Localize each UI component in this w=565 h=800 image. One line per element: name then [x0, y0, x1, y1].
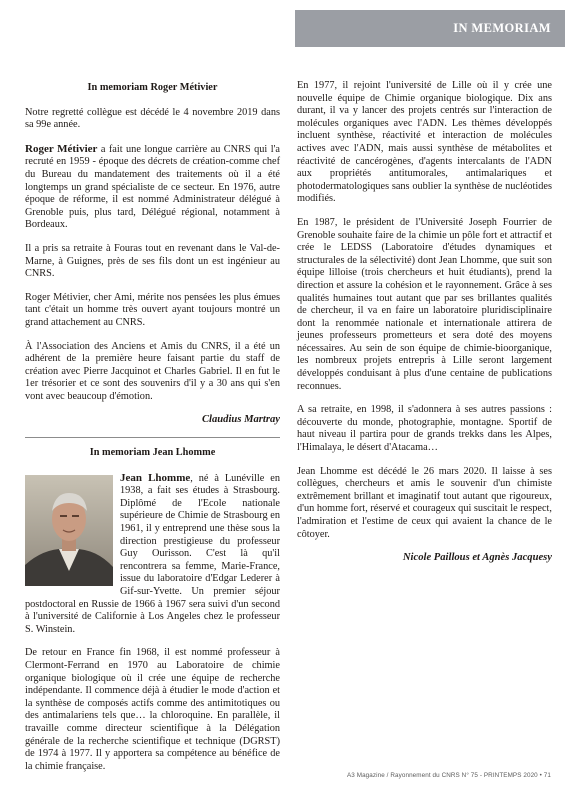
paragraph: À l'Association des Anciens et Amis du CNRS, il a été un adhérent de la première heure faisant partie du staff de création avec Pierre Jacquinot et Charles Gabriel. Il en fut le 1er trésorier et ce sont des souvenirs d'il y a 30 ans qui s'en vont avec beaucoup d'émotion. — [25, 340, 280, 402]
paragraph: De retour en France fin 1968, il est nommé professeur à Clermont-Ferrand en 1970 au Laboratoire de chimie organique biologique où il crée une équipe de recherche indépendante. Il commence déjà à étudier le mode d'action et la synthèse de composés actifs comme des antimitotiques ou des antimalariens tels que… la chloroquine. En parallèle, il travaille comme directeur scientifique à la Délégation générale de la recherche scientifique et technique (DGRST) de 1974 à 1977. Il y apportera sa compétence au bénéfice de la chimie française. — [25, 647, 280, 772]
paragraph-text: , né à Lunéville en 1938, a fait ses études à Strasbourg. Diplômé de l'Ecole nationale supérieure de Chimie de Strasbourg en 1961, il y entreprend une thèse sous la direction prestigieuse du professeur Guy Ourisson. C'est là qu'il rencontrera sa femme, Marie-France, issue du laboratoire d'Edgar Lederer à Gif-sur-Yvette. Un premier séjour postdoctoral en Russie de 1966 à 1967 sera suivi d'un second à l'université de Californie à Los Angeles chez le professeur S. Winstein. — [25, 472, 280, 635]
paragraph: Il a pris sa retraite à Fouras tout en revenant dans le Val-de-Marne, à Guignes, près de ses fils dont un est ingénieur au CNRS. — [25, 242, 280, 280]
portrait-photo — [25, 475, 113, 586]
paragraph: A sa retraite, en 1998, il s'adonnera à ses autres passions : découverte du monde, photographie, montagne. Sportif de haut niveau il partira pour de grands trekks dans les Alpes, l'Himalaya, le désert d'Atacama… — [297, 404, 552, 454]
paragraph: En 1987, le président de l'Université Joseph Fourrier de Grenoble souhaite faire de la chimie un pôle fort et attractif et crée le LEDSS (Laboratoire d'études dynamiques et structurales de la sélectivité) dont Jean Lhomme, que suit son équipe lilloise (trois chercheurs et huit étudiants), prend la direction et assure la cohésion et le rayonnement. Grâce à ses qualités humaines tout autant que par ses brillantes qualités de chercheur, il va en faire un laboratoire pluridisciplinaire dont la renommée nationale et internationale attirera de jeunes professeurs prometteurs et sera doté des moyens nécessaires. Au sein de son équipe de chimie-bioorganique, les nombreux projets entrepris à Lille seront largement développés conduisant à plus d'une centaine de publications reconnues. — [297, 216, 552, 392]
paragraph: Notre regretté collègue est décédé le 4 novembre 2019 dans sa 99e année. — [25, 106, 280, 131]
divider — [25, 437, 280, 438]
person-name: Jean Lhomme — [120, 471, 191, 484]
paragraph — [25, 143, 280, 232]
right-column — [297, 80, 552, 565]
article-title-metivier: In memoriam Roger Métivier — [87, 82, 218, 93]
section-header-tab — [295, 10, 565, 47]
page-footer: A3 Magazine / Rayonnement du CNRS N° 75 - PRINTEMPS 2020 • 71 — [346, 772, 551, 779]
paragraph-text: a fait une longue carrière au CNRS qui l'a recruté en 1959 - époque des décrets de création-comme chef du Bureau du mandatement des traitements où il a été longtemps un grand spécialiste de ce secteur. En 1976, autre époque de réforme, il est nommé Administrateur délégué à Grenoble puis, plus tard, Délégué régional, notamment à Bordeaux. — [25, 143, 280, 231]
portrait-image — [25, 475, 113, 586]
signature: Nicole Paillous et Agnès Jacquesy — [402, 552, 552, 564]
section-title: IN MEMORIAM — [453, 21, 551, 35]
article-title-lhomme: In memoriam Jean Lhomme — [89, 447, 216, 459]
left-column — [25, 82, 280, 784]
person-name: Roger Métivier — [25, 142, 98, 155]
paragraph — [25, 472, 280, 637]
header-band — [0, 0, 565, 47]
paragraph: En 1977, il rejoint l'université de Lille où il y crée une nouvelle équipe de Chimie organique biologique. Dix ans durant, il va y lancer des projets centrés sur l'interaction de molécules organiques avec l'ADN. Les thèmes développés incluent synthèse, réactivité et interaction de molécules actives avec l'ADN, mais aussi synthèse de métabolites et réactivité de cancérogènes, d'agents intercalants de l'ADN aux propriétés antitumorales, antimalariques et photodermatologiques sans oublier la synthèse de nucléotides modifiés. — [297, 80, 552, 205]
signature: Claudius Martray — [201, 414, 280, 426]
paragraph: Jean Lhomme est décédé le 26 mars 2020. Il laisse à ses collègues, chercheurs et amis le souvenir d'un chimiste extrêmement brillant et imaginatif tout autant que rigoureux, d'un homme fort, réservé et courageux qui suscitait le respect, l'admiration et l'estime de ceux qui avaient la chance de le côtoyer. — [297, 465, 552, 540]
paragraph: Roger Métivier, cher Ami, mérite nos pensées les plus émues tant c'était un homme très ouvert ayant toujours montré un grand attachement au CNRS. — [25, 291, 280, 328]
